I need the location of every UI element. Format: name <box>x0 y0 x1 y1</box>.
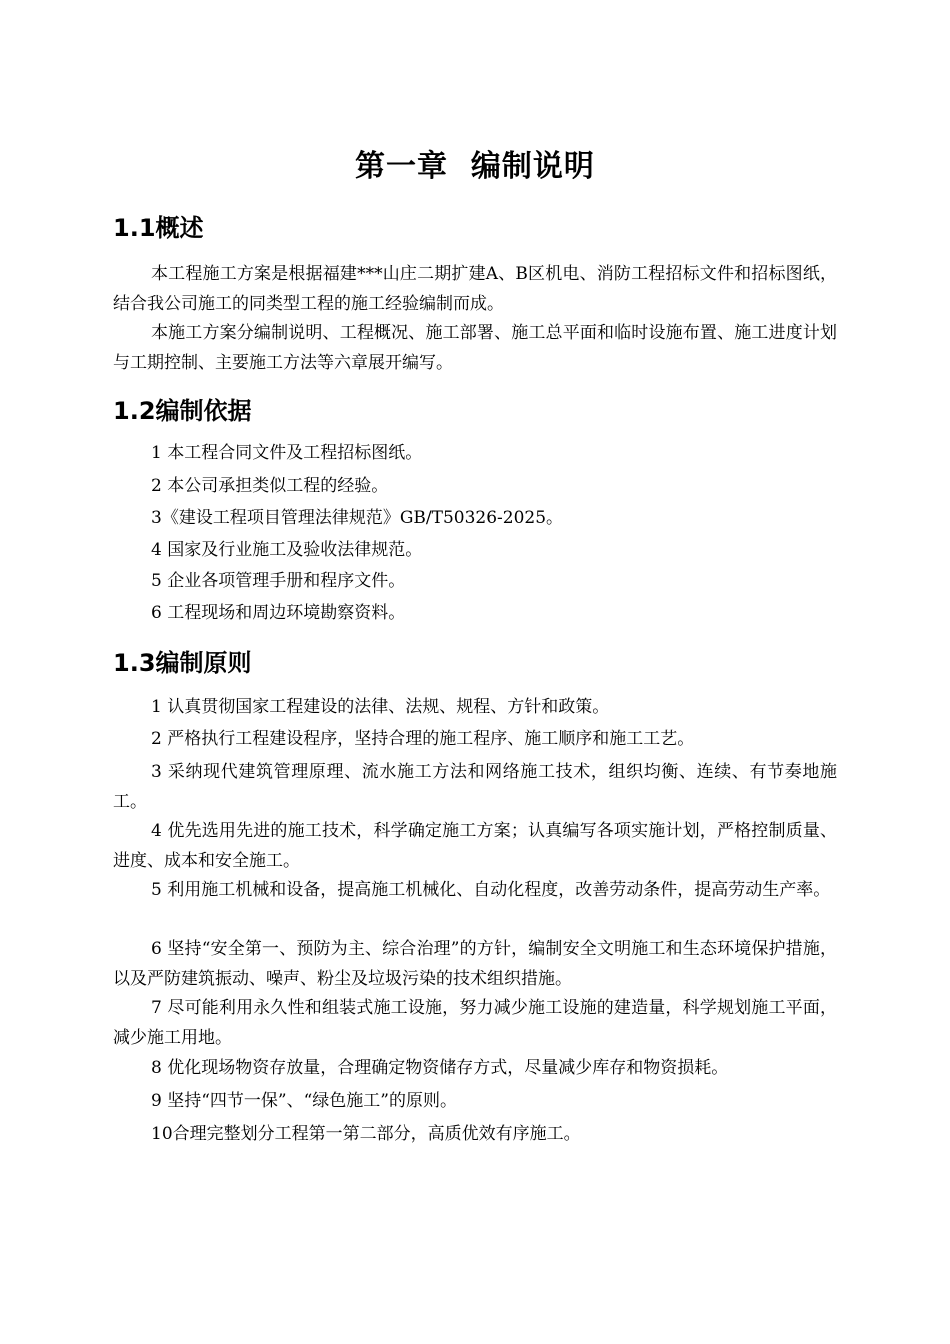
list-item: 1 本工程合同文件及工程招标图纸。 <box>151 443 423 463</box>
list-item: 6 坚持“安全第一、预防为主、综合治理”的方针，编制安全文明施工和生态环境保护措施，以及严防建筑振动、噪声、粉尘及垃圾污染的技术组织措施。 <box>113 939 837 989</box>
paragraph: 本工程施工方案是根据福建***山庄二期扩建A、B区机电、消防工程招标文件和招标图纸，结合我公司施工的同类型工程的施工经验编制而成。 <box>113 264 837 314</box>
list-item: 6 工程现场和周边环境勘察资料。 <box>151 603 406 623</box>
list-item: 4 国家及行业施工及验收法律规范。 <box>151 540 423 560</box>
list-item: 3《建设工程项目管理法律规范》GB/T50326-2025。 <box>151 508 564 528</box>
list-item: 8 优化现场物资存放量，合理确定物资储存方式，尽量减少库存和物资损耗。 <box>151 1058 729 1078</box>
list-item: 5 利用施工机械和设备，提高施工机械化、自动化程度，改善劳动条件，提高劳动生产率。 <box>151 880 831 900</box>
list-item: 7 尽可能利用永久性和组装式施工设施，努力减少施工设施的建造量，科学规划施工平面，减少施工用地。 <box>113 998 837 1048</box>
section-heading-basis: 1.2编制依据 <box>113 397 252 425</box>
paragraph: 本施工方案分编制说明、工程概况、施工部署、施工总平面和临时设施布置、施工进度计划与工期控制、主要施工方法等六章展开编写。 <box>113 323 837 373</box>
list-item: 10合理完整划分工程第一第二部分，高质优效有序施工。 <box>151 1124 581 1144</box>
section-heading-principles: 1.3编制原则 <box>113 649 252 677</box>
section-heading-overview: 1.1概述 <box>113 214 204 242</box>
list-item: 5 企业各项管理手册和程序文件。 <box>151 571 406 591</box>
list-item: 4 优先选用先进的施工技术，科学确定施工方案；认真编写各项实施计划，严格控制质量、进度、成本和安全施工。 <box>113 821 837 871</box>
list-item: 3 采纳现代建筑管理原理、流水施工方法和网络施工技术，组织均衡、连续、有节奏地施工。 <box>113 762 837 812</box>
list-item: 2 本公司承担类似工程的经验。 <box>151 476 389 496</box>
list-item: 9 坚持“四节一保”、“绿色施工”的原则。 <box>151 1091 457 1111</box>
list-item: 2 严格执行工程建设程序，坚持合理的施工程序、施工顺序和施工工艺。 <box>151 729 695 749</box>
list-item: 1 认真贯彻国家工程建设的法律、法规、规程、方针和政策。 <box>151 697 610 717</box>
chapter-title: 第一章 编制说明 <box>355 149 595 184</box>
